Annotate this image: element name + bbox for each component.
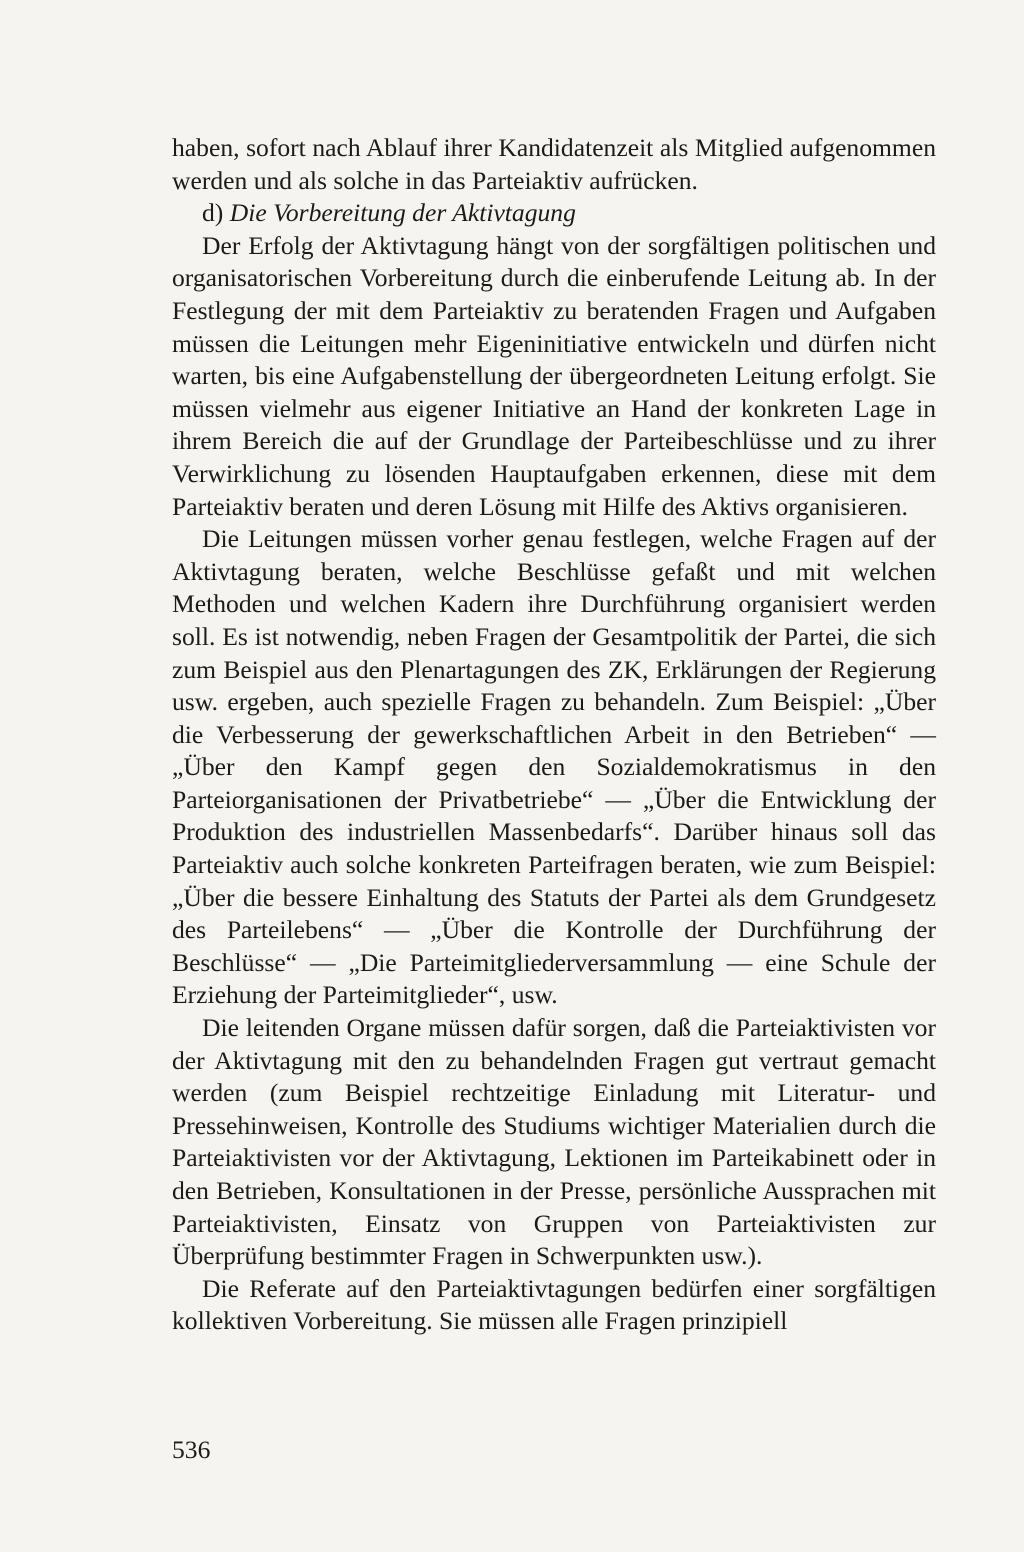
section-heading: [172, 197, 936, 230]
section-heading-label: d): [202, 198, 224, 228]
paragraph: Die Referate auf den Parteiaktivtagungen bedürfen einer sorgfältigen kollektiven Vorbereitung. Sie müssen alle Fragen prinzipiell: [172, 1273, 936, 1336]
section-heading-title: Die Vorbereitung der Aktivtagung: [229, 198, 576, 228]
paragraph: Der Erfolg der Aktivtagung hängt von der sorgfältigen politischen und organisatorischen Vorbereitung durch die einberufende Leitung ab. In der Festlegung der mit dem Parteiaktiv zu beratenden Fragen und Aufgaben müssen die Leitungen mehr Eigeninitiative entwickeln und dürfen nicht warten, bis eine Aufgabenstellung der übergeordneten Leitung erfolgt. Sie müssen vielmehr aus eigener Initiative an Hand der konkreten Lage in ihrem Bereich die auf der Grundlage der Parteibeschlüsse und zu ihrer Verwirklichung zu lösenden Hauptaufgaben erkennen, diese mit dem Parteiaktiv beraten und deren Lösung mit Hilfe des Aktivs organisieren.: [172, 230, 936, 521]
paragraph: Die Leitungen müssen vorher genau festlegen, welche Fragen auf der Aktivtagung beraten, welche Beschlüsse gefaßt und mit welchen Methoden und welchen Kadern ihre Durchführung organisiert werden soll. Es ist notwendig, neben Fragen der Gesamtpolitik der Partei, die sich zum Beispiel aus den Plenartagungen des ZK, Erklärungen der Regierung usw. ergeben, auch spezielle Fragen zu behandeln. Zum Beispiel: „Über die Verbesserung der gewerkschaftlichen Arbeit in den Betrieben“ — „Über den Kampf gegen den Sozialdemokratismus in den Parteiorganisationen der Privatbetriebe“ — „Über die Entwicklung der Produktion des industriellen Massenbedarfs“. Darüber hinaus soll das Parteiaktiv auch solche konkreten Parteifragen beraten, wie zum Beispiel: „Über die bessere Einhaltung des Statuts der Partei als dem Grundgesetz des Parteilebens“ — „Über die Kontrolle der Durchführung der Beschlüsse“ — „Die Parteimitgliederversammlung — eine Schule der Erziehung der Parteimitglieder“, usw.: [172, 524, 936, 1010]
paragraph-continuation: haben, sofort nach Ablauf ihrer Kandidatenzeit als Mitglied aufgenommen werden und als solche in das Parteiaktiv aufrücken.: [172, 133, 936, 195]
page-number: 536: [172, 1435, 211, 1464]
body-text: [172, 132, 936, 1338]
paragraph: Die leitenden Organe müssen dafür sorgen, daß die Parteiaktivisten vor der Aktivtagung mit den zu behandelnden Fragen gut vertraut gemacht werden (zum Beispiel rechtzeitige Einladung mit Literatur- und Pressehinweisen, Kontrolle des Studiums wichtiger Materialien durch die Parteiaktivisten vor der Aktivtagung, Lektionen im Parteikabinett oder in den Betrieben, Konsultationen in der Presse, persönliche Aussprachen mit Parteiaktivisten, Einsatz von Gruppen von Parteiaktivisten zur Überprüfung bestimmter Fragen in Schwerpunkten usw.).: [172, 1013, 936, 1271]
